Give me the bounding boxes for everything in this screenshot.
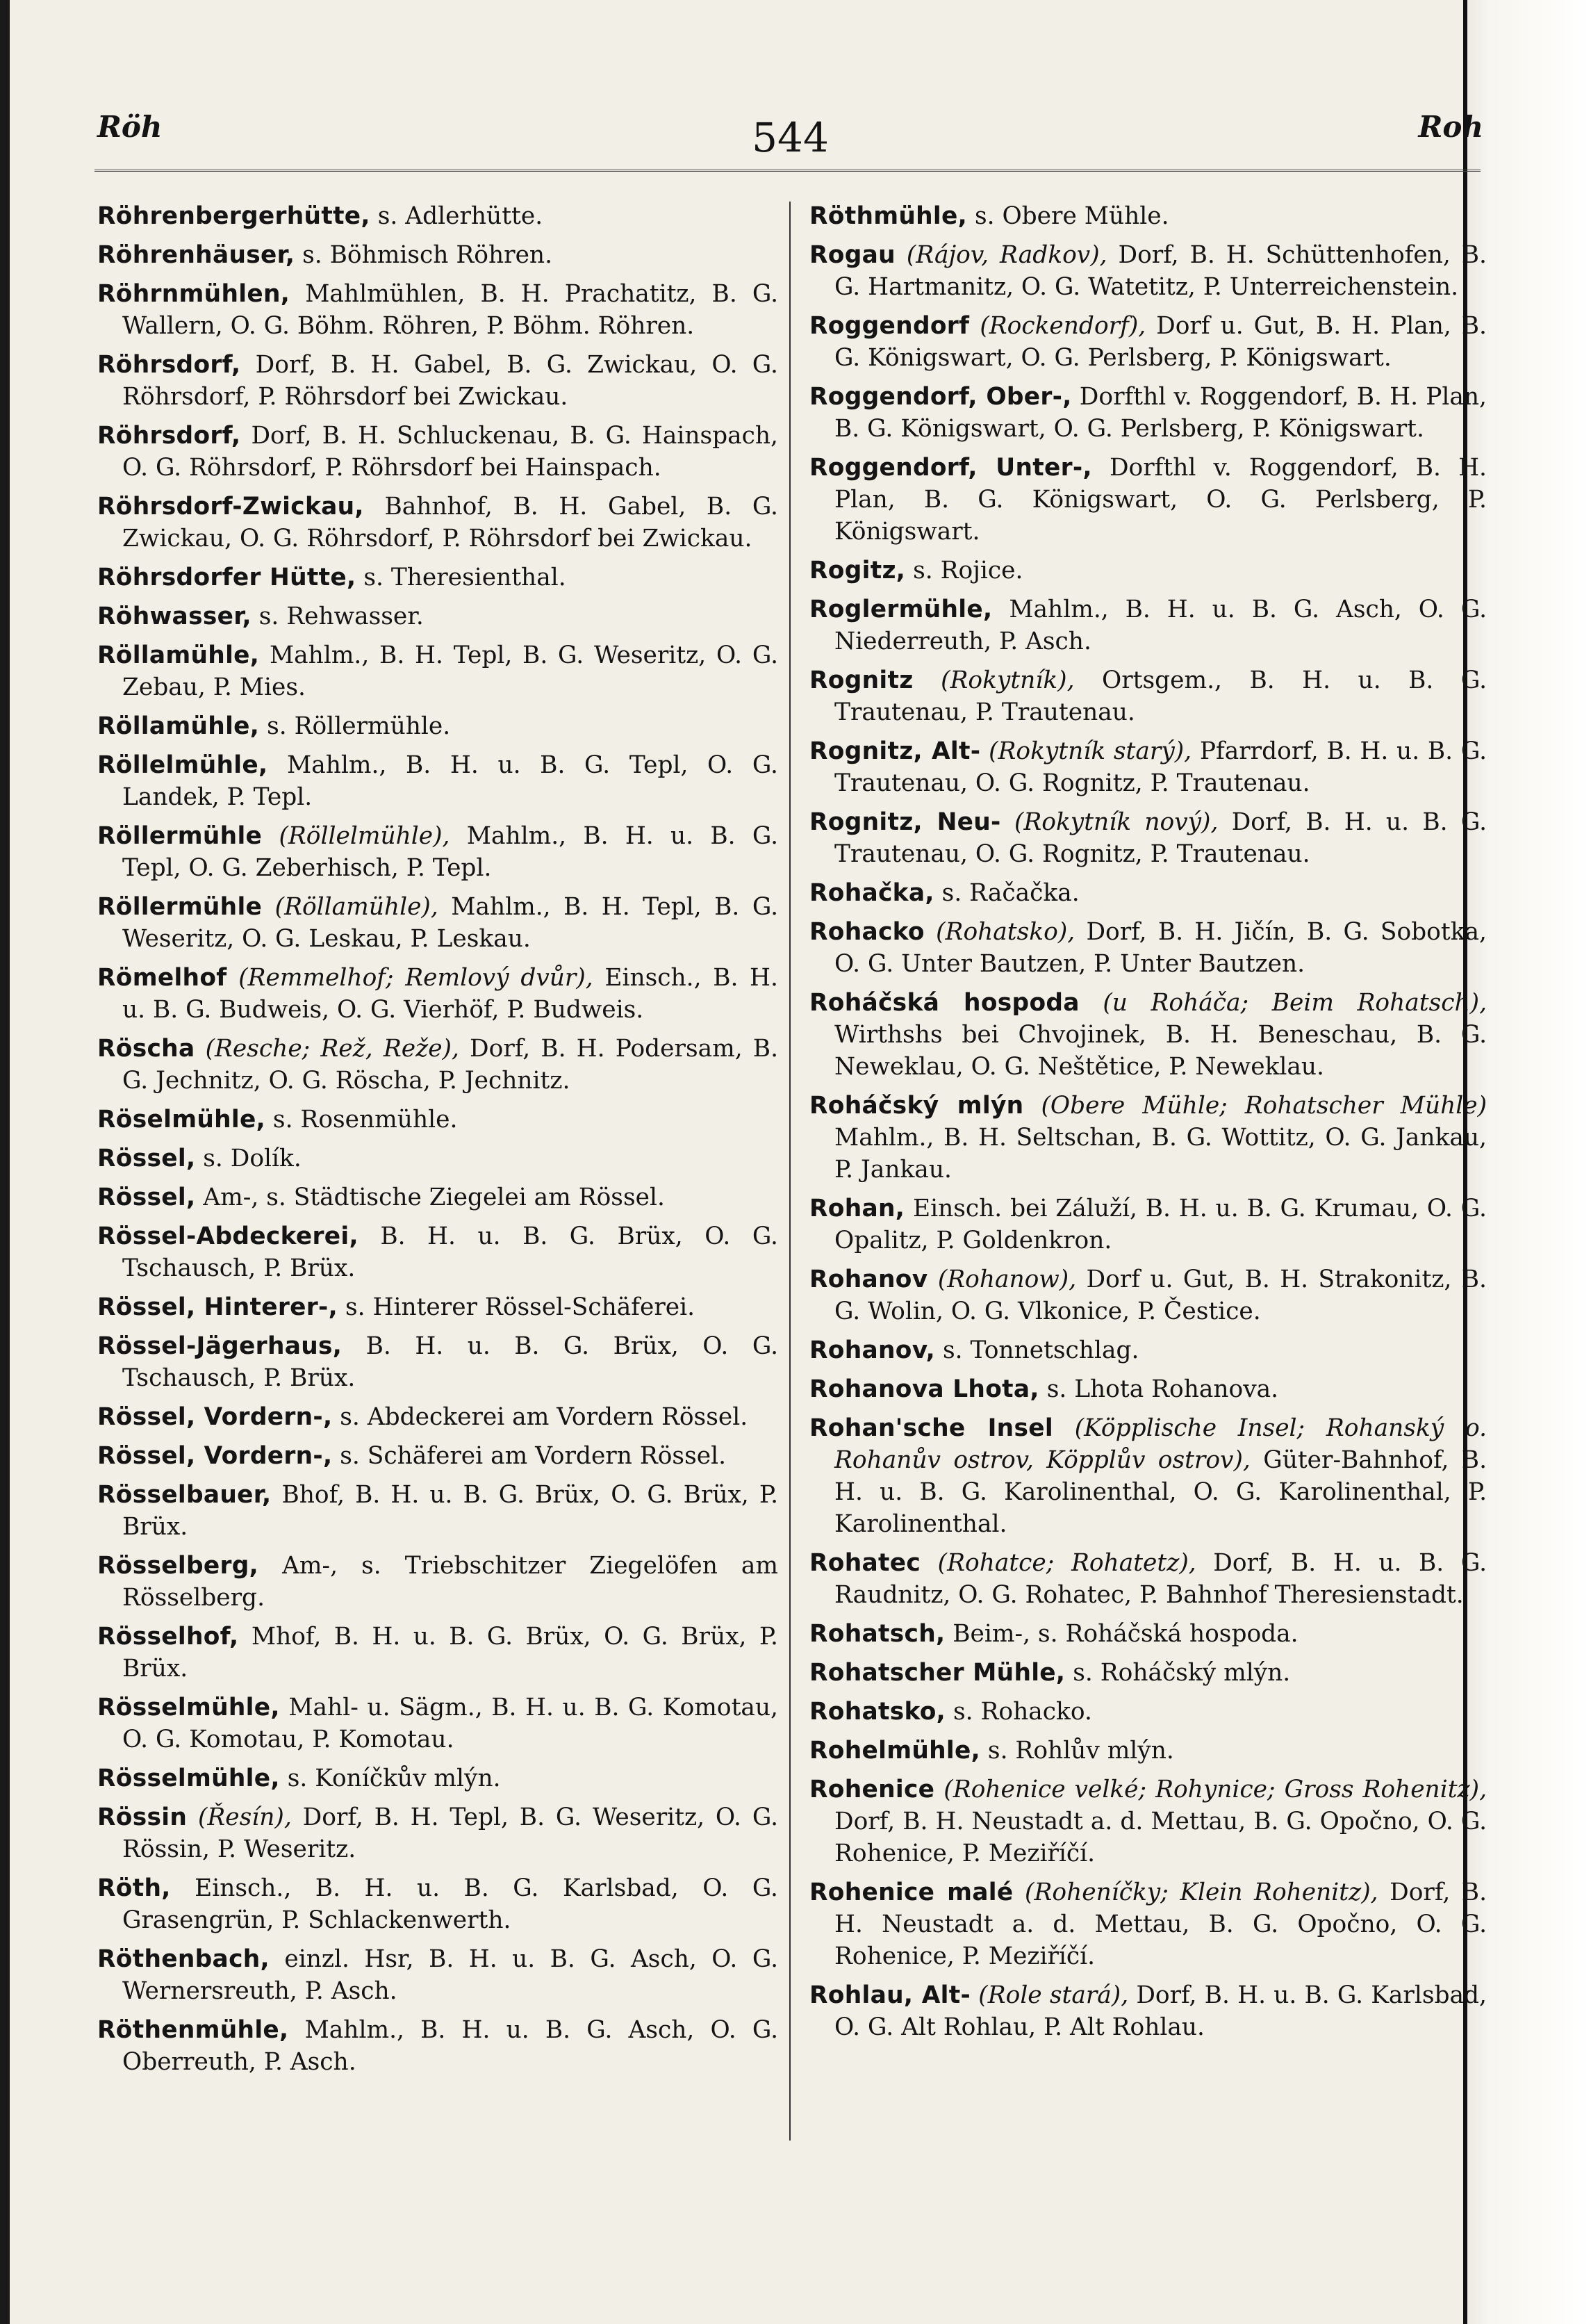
entry-headword: Röhrenhäuser, <box>97 241 295 269</box>
gazetteer-entry <box>809 594 1487 657</box>
entry-text: Mahlm., B. H. Tepl, B. G. Weseritz, O. G. Zebau, P. Mies. <box>122 641 778 701</box>
gazetteer-entry <box>809 1979 1487 2043</box>
entry-text: Dorf, B. H. u. B. G. Raudnitz, O. G. Rohatec, P. Bahnhof Theresienstadt. <box>834 1549 1487 1609</box>
entry-variant-names: (Obere Mühle; Rohatscher Mühle) <box>1041 1092 1487 1120</box>
entry-text: s. Račačka. <box>941 879 1080 907</box>
entry-headword: Rösselmühle, <box>97 1694 280 1721</box>
gazetteer-entry <box>809 987 1487 1083</box>
entry-text: Dorf, B. H. u. B. G. Trautenau, O. G. Rognitz, P. Trautenau. <box>834 808 1487 868</box>
entry-text: Dorf, B. H. Schüttenhofen, B. G. Hartmanitz, O. G. Watetitz, P. Unterreichenstein. <box>834 241 1487 301</box>
gazetteer-entry <box>97 1143 778 1175</box>
entry-headword: Römelhof <box>97 964 227 992</box>
gazetteer-entry <box>97 1220 778 1284</box>
entry-variant-names: (Rohatsko), <box>936 918 1075 946</box>
gazetteer-entry <box>97 1550 778 1614</box>
entry-headword: Rössel, <box>97 1145 196 1172</box>
gazetteer-entry <box>97 1440 778 1472</box>
entry-text: Dorf, B. H. u. B. G. Karlsbad, O. G. Alt Rohlau, P. Alt Rohlau. <box>834 1981 1487 2041</box>
entry-headword: Rohačka, <box>809 879 934 907</box>
gazetteer-entry <box>809 1618 1487 1650</box>
entry-headword: Rohatsch, <box>809 1620 946 1648</box>
entry-variant-names: (Rájov, Radkov), <box>906 241 1107 269</box>
entry-headword: Rohatscher Mühle, <box>809 1659 1066 1687</box>
gazetteer-entry <box>809 1334 1487 1366</box>
entry-headword: Rognitz, Alt- <box>809 737 981 765</box>
entry-text: Dorf, B. H. Schluckenau, B. G. Hainspach, O. G. Röhrsdorf, P. Röhrsdorf bei Hainspach. <box>122 422 778 482</box>
entry-text: B. H. u. B. G. Brüx, O. G. Tschausch, P. Brüx. <box>122 1332 779 1392</box>
gazetteer-entry <box>809 1657 1487 1689</box>
entry-text: Güter-Bahnhof, B. H. u. B. G. Karolinenthal, O. G. Karolinenthal, P. Karolinenthal. <box>834 1446 1487 1538</box>
entry-text: Mahlm., B. H. u. B. G. Tepl, O. G. Zeberhisch, P. Tepl. <box>122 822 779 882</box>
gazetteer-entry <box>809 664 1487 728</box>
entry-headword: Rohatsko, <box>809 1698 946 1726</box>
gazetteer-entry <box>97 820 778 884</box>
entry-text: Dorf u. Gut, B. H. Strakonitz, B. G. Wolin, O. G. Vlkonice, P. Čestice. <box>834 1266 1487 1325</box>
gazetteer-entry <box>97 1692 778 1756</box>
gazetteer-entry <box>97 420 778 484</box>
running-head-right: Roh <box>1418 110 1483 144</box>
gazetteer-entry <box>809 239 1487 303</box>
entry-text: Dorf, B. H. Podersam, B. G. Jechnitz, O. G. Röscha, P. Jechnitz. <box>122 1035 779 1095</box>
entry-text: s. Lhota Rohanova. <box>1046 1375 1279 1403</box>
entry-headword: Rogitz, <box>809 557 906 584</box>
gazetteer-entry <box>97 278 778 342</box>
entry-text: s. Rohacko. <box>953 1698 1092 1726</box>
entry-variant-names: (Roheníčky; Klein Rohenitz), <box>1025 1879 1378 1906</box>
entry-text: Mahlm., B. H. Seltschan, B. G. Wottitz, O. G. Jankau, P. Jankau. <box>834 1124 1487 1184</box>
gazetteer-entry <box>97 1479 778 1543</box>
entry-text: B. H. u. B. G. Brüx, O. G. Tschausch, P. Brüx. <box>122 1222 778 1282</box>
entry-text: Dorf, B. H. Gabel, B. G. Zwickau, O. G. Röhrsdorf, P. Röhrsdorf bei Zwickau. <box>122 351 778 411</box>
gazetteer-entry <box>809 1774 1487 1869</box>
entry-text: Bhof, B. H. u. B. G. Brüx, O. G. Brüx, P. Brüx. <box>122 1481 779 1541</box>
entry-text: s. Obere Mühle. <box>974 202 1169 230</box>
entry-text: Dorfthl v. Roggendorf, B. H. Plan, B. G. Königswart, O. G. Perlsberg, P. Königswart. <box>834 454 1487 546</box>
entry-headword: Rohatec <box>809 1549 921 1577</box>
gazetteer-entry <box>809 310 1487 374</box>
entry-headword: Rösselmühle, <box>97 1765 280 1792</box>
gazetteer-entry <box>97 1181 778 1213</box>
entry-variant-names: (Rokytník starý), <box>989 737 1192 765</box>
page-header <box>97 104 1483 160</box>
entry-variant-names: (Remmelhof; Remlový dvůr), <box>238 964 593 992</box>
entry-variant-names: (Rockendorf), <box>980 312 1146 340</box>
entry-text: s. Dolík. <box>203 1145 302 1172</box>
entry-headword: Röllamühle, <box>97 641 260 669</box>
entry-headword: Roggendorf, Ober-, <box>809 383 1072 411</box>
gazetteer-entry <box>97 1330 778 1394</box>
entry-headword: Rohanova Lhota, <box>809 1375 1039 1403</box>
entry-headword: Rössel, <box>97 1184 196 1211</box>
entry-text: Mahlm., B. H. u. B. G. Asch, O. G. Oberreuth, P. Asch. <box>122 2016 778 2076</box>
gazetteer-entry <box>97 239 778 271</box>
entry-headword: Rössel, Vordern-, <box>97 1442 333 1470</box>
gazetteer-entry <box>809 1547 1487 1611</box>
gazetteer-entry <box>97 1621 778 1685</box>
entry-headword: Rohan'sche Insel <box>809 1414 1053 1442</box>
entry-headword: Rösselbauer, <box>97 1481 272 1509</box>
entry-text: s. Rojice. <box>913 557 1023 584</box>
entry-headword: Rognitz <box>809 666 914 694</box>
gazetteer-entry <box>97 200 778 232</box>
gazetteer-entry <box>809 1373 1487 1405</box>
entry-headword: Rohenice malé <box>809 1879 1014 1906</box>
gazetteer-entry <box>97 1401 778 1433</box>
entry-text: Pfarrdorf, B. H. u. B. G. Trautenau, O. G. Rognitz, P. Trautenau. <box>834 737 1487 797</box>
entry-text: Mahlmühlen, B. H. Prachatitz, B. G. Wallern, O. G. Böhm. Röhren, P. Böhm. Röhren. <box>122 280 779 340</box>
gazetteer-entry <box>97 2014 778 2078</box>
entry-text: Wirthshs bei Chvojinek, B. H. Beneschau, B. G. Neweklau, O. G. Neštětice, P. Neweklau. <box>834 1021 1487 1081</box>
scan-edge-left <box>0 0 10 2324</box>
entry-headword: Röllelmühle, <box>97 751 268 779</box>
gazetteer-entry <box>97 891 778 955</box>
entry-text: Dorf, B. H. Tepl, B. G. Weseritz, O. G. Rössin, P. Weseritz. <box>122 1803 778 1863</box>
entry-text: s. Böhmisch Röhren. <box>302 241 552 269</box>
entry-text: s. Roháčský mlýn. <box>1073 1659 1291 1687</box>
entry-headword: Röhrsdorf, <box>97 351 241 379</box>
gazetteer-entry <box>97 562 778 594</box>
entry-variant-names: (Rohatce; Rohatetz), <box>937 1549 1196 1577</box>
entry-headword: Röhrsdorfer Hütte, <box>97 564 356 591</box>
gazetteer-entry <box>97 1291 778 1323</box>
entry-headword: Rohlau, Alt- <box>809 1981 971 2009</box>
column-divider <box>789 202 791 2141</box>
entry-text: Dorf, B. H. Neustadt a. d. Mettau, B. G. Opočno, O. G. Rohenice, P. Meziříčí. <box>834 1879 1487 1970</box>
gazetteer-entry <box>97 1943 778 2007</box>
entry-text: s. Abdeckerei am Vordern Rössel. <box>340 1403 748 1431</box>
gazetteer-entry <box>809 916 1487 980</box>
entry-headword: Rohanov <box>809 1266 928 1293</box>
entry-text: Beim-, s. Roháčská hospoda. <box>953 1620 1299 1648</box>
entry-headword: Roggendorf, Unter-, <box>809 454 1092 482</box>
page-number: 544 <box>752 114 829 161</box>
entry-text: s. Hinterer Rössel-Schäferei. <box>345 1293 695 1321</box>
entry-text: Einsch., B. H. u. B. G. Budweis, O. G. Vierhöf, P. Budweis. <box>122 964 778 1024</box>
entry-headword: Rohanov, <box>809 1336 935 1364</box>
gazetteer-entry <box>97 639 778 703</box>
entry-text: s. Koníčkův mlýn. <box>287 1765 501 1792</box>
entry-text: s. Theresienthal. <box>363 564 566 591</box>
entry-text: s. Rehwasser. <box>258 603 424 630</box>
entry-text: Bahnhof, B. H. Gabel, B. G. Zwickau, O. G. Röhrsdorf, P. Röhrsdorf bei Zwickau. <box>122 493 778 553</box>
entry-headword: Rössel-Jägerhaus, <box>97 1332 343 1360</box>
gazetteer-entry <box>97 749 778 813</box>
entry-headword: Röthenmühle, <box>97 2016 289 2044</box>
entry-headword: Röhrnmühlen, <box>97 280 290 308</box>
running-head-left: Röh <box>97 110 163 144</box>
entry-text: Dorfthl v. Roggendorf, B. H. Plan, B. G. Königswart, O. G. Perlsberg, P. Königswart. <box>834 383 1487 443</box>
entry-headword: Röhrsdorf, <box>97 422 241 450</box>
left-column <box>97 200 778 2085</box>
entry-text: s. Adlerhütte. <box>377 202 543 230</box>
entry-headword: Roháčský mlýn <box>809 1092 1024 1120</box>
gazetteer-entry <box>97 1762 778 1794</box>
entry-text: Einsch. bei Záluží, B. H. u. B. G. Krumau, O. G. Opalitz, P. Goldenkron. <box>834 1195 1487 1254</box>
entry-variant-names: (Rokytník nový), <box>1014 808 1219 836</box>
entry-headword: Rössel, Hinterer-, <box>97 1293 338 1321</box>
entry-text: Ortsgem., B. H. u. B. G. Trautenau, P. Trautenau. <box>834 666 1487 726</box>
entry-text: Einsch., B. H. u. B. G. Karlsbad, O. G. Grasengrün, P. Schlackenwerth. <box>122 1874 778 1934</box>
entry-text: s. Tonnetschlag. <box>942 1336 1139 1364</box>
entry-text: s. Röllermühle. <box>267 712 451 740</box>
entry-text: Dorf, B. H. Jičín, B. G. Sobotka, O. G. Unter Bautzen, P. Unter Bautzen. <box>834 918 1487 978</box>
entry-text: Mahlm., B. H. u. B. G. Tepl, O. G. Landek, P. Tepl. <box>122 751 778 811</box>
entry-variant-names: (Rokytník), <box>941 666 1075 694</box>
gazetteer-entry <box>809 1412 1487 1540</box>
header-rule <box>94 170 1481 172</box>
entry-headword: Rössel-Abdeckerei, <box>97 1222 358 1250</box>
entry-text: Dorf u. Gut, B. H. Plan, B. G. Königswart, O. G. Perlsberg, P. Königswart. <box>834 312 1487 372</box>
entry-text: s. Rosenmühle. <box>272 1106 458 1134</box>
entry-headword: Rohenice <box>809 1776 935 1803</box>
entry-headword: Rohacko <box>809 918 925 946</box>
entry-text: Am-, s. Triebschitzer Ziegelöfen am Rösselberg. <box>122 1552 779 1612</box>
right-column <box>809 200 1487 2050</box>
gazetteer-entry <box>809 1876 1487 1972</box>
gazetteer-entry <box>809 555 1487 587</box>
gazetteer-entry <box>809 806 1487 870</box>
entry-headword: Roháčská hospoda <box>809 989 1080 1017</box>
entry-headword: Rohelmühle, <box>809 1737 980 1765</box>
gazetteer-entry <box>97 491 778 555</box>
entry-headword: Röllamühle, <box>97 712 260 740</box>
entry-headword: Rösselhof, <box>97 1623 239 1651</box>
entry-headword: Röselmühle, <box>97 1106 265 1134</box>
entry-headword: Röllermühle <box>97 893 263 921</box>
gazetteer-entry <box>809 200 1487 232</box>
entry-headword: Röthenbach, <box>97 1945 270 1973</box>
gazetteer-entry <box>97 349 778 413</box>
entry-variant-names: (Röllelmühle), <box>279 822 450 850</box>
entry-headword: Roggendorf <box>809 312 970 340</box>
gazetteer-entry <box>809 1735 1487 1767</box>
entry-variant-names: (Köpplische Insel; Rohanský o. Rohanův ostrov, Köpplův ostrov), <box>834 1414 1487 1474</box>
entry-variant-names: (Rohanow), <box>937 1266 1077 1293</box>
gazetteer-entry <box>809 381 1487 445</box>
entry-headword: Röhrsdorf-Zwickau, <box>97 493 364 521</box>
entry-headword: Rohan, <box>809 1195 905 1222</box>
entry-headword: Röhwasser, <box>97 603 252 630</box>
gazetteer-entry <box>97 1872 778 1936</box>
entry-headword: Roglermühle, <box>809 596 993 623</box>
entry-variant-names: (Rohenice velké; Rohynice; Gross Rohenitz), <box>943 1776 1487 1803</box>
gazetteer-entry <box>809 877 1487 909</box>
entry-text: s. Rohlův mlýn. <box>987 1737 1174 1765</box>
gazetteer-entry <box>97 962 778 1026</box>
entry-headword: Röscha <box>97 1035 195 1063</box>
gazetteer-entry <box>97 1104 778 1136</box>
entry-headword: Rösselberg, <box>97 1552 259 1580</box>
gazetteer-entry <box>809 452 1487 548</box>
gazetteer-entry <box>809 1696 1487 1728</box>
gazetteer-entry <box>809 1193 1487 1257</box>
entry-variant-names: (Řesín), <box>197 1803 292 1831</box>
entry-text: Am-, s. Städtische Ziegelei am Rössel. <box>203 1184 665 1211</box>
gazetteer-entry <box>809 1263 1487 1327</box>
entry-headword: Rössel, Vordern-, <box>97 1403 333 1431</box>
entry-text: einzl. Hsr, B. H. u. B. G. Asch, O. G. Wernersreuth, P. Asch. <box>122 1945 779 2005</box>
entry-text: Dorf, B. H. Neustadt a. d. Mettau, B. G. Opočno, O. G. Rohenice, P. Meziříčí. <box>834 1808 1487 1867</box>
gazetteer-entry <box>97 710 778 742</box>
entry-headword: Röllermühle <box>97 822 263 850</box>
entry-headword: Röthmühle, <box>809 202 968 230</box>
entry-headword: Rognitz, Neu- <box>809 808 1001 836</box>
gazetteer-entry <box>97 1033 778 1097</box>
entry-headword: Rogau <box>809 241 896 269</box>
gazetteer-entry <box>97 1801 778 1865</box>
entry-headword: Rössin <box>97 1803 188 1831</box>
entry-text: Mhof, B. H. u. B. G. Brüx, O. G. Brüx, P. Brüx. <box>122 1623 778 1683</box>
entry-text: s. Schäferei am Vordern Rössel. <box>340 1442 727 1470</box>
entry-text: Mahl- u. Sägm., B. H. u. B. G. Komotau, O. G. Komotau, P. Komotau. <box>122 1694 778 1753</box>
entry-variant-names: (Resche; Rež, Reže), <box>205 1035 459 1063</box>
gazetteer-entry <box>809 1090 1487 1186</box>
gazetteer-entry <box>809 735 1487 799</box>
entry-text: Mahlm., B. H. Tepl, B. G. Weseritz, O. G. Leskau, P. Leskau. <box>122 893 778 953</box>
entry-headword: Röhrenbergerhütte, <box>97 202 370 230</box>
entry-variant-names: (u Roháča; Beim Rohatsch), <box>1103 989 1487 1017</box>
gazetteer-entry <box>97 600 778 632</box>
entry-text: Mahlm., B. H. u. B. G. Asch, O. G. Niederreuth, P. Asch. <box>834 596 1487 655</box>
entry-variant-names: (Röllamühle), <box>274 893 438 921</box>
entry-headword: Röth, <box>97 1874 171 1902</box>
entry-variant-names: (Role stará), <box>978 1981 1129 2009</box>
